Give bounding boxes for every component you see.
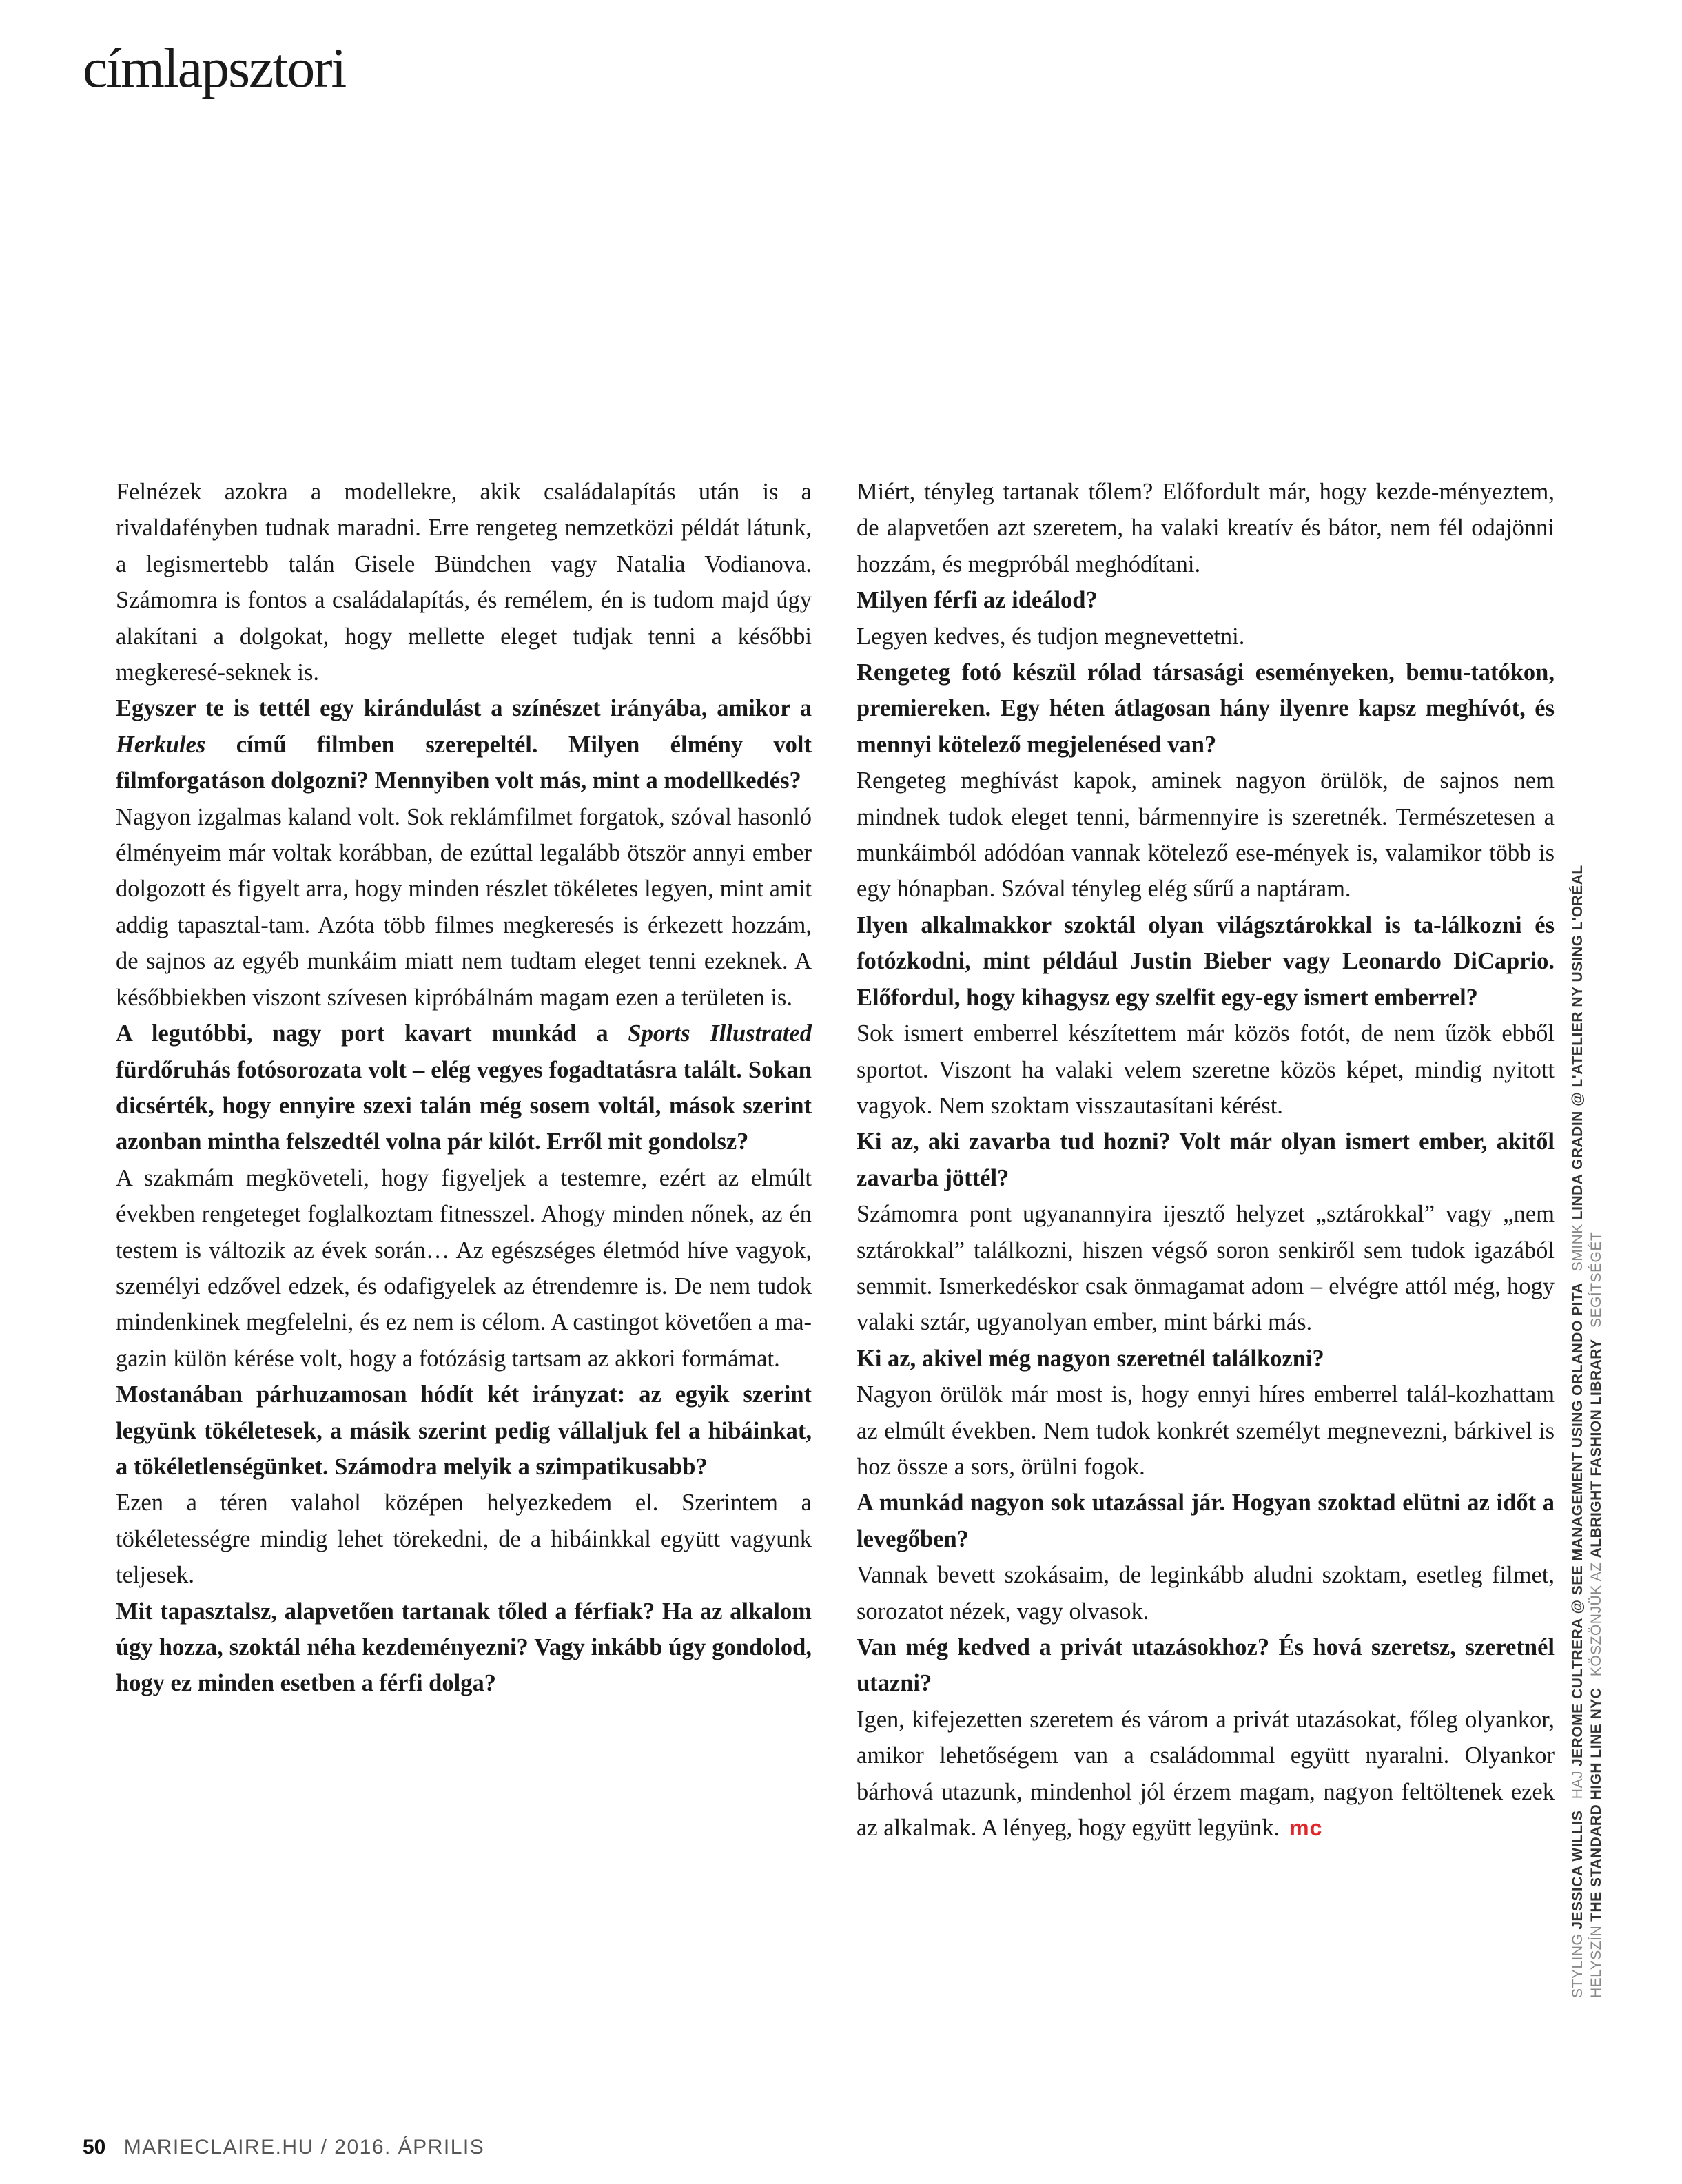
credit-name: LINDA GRADIN @ L'ATELIER NY USING L'ORÉAL (1570, 865, 1586, 1220)
credit-label: SEGÍTSÉGÉT (1588, 1231, 1604, 1328)
end-mark-logo: mc (1289, 1815, 1323, 1841)
question-paragraph: Egyszer te is tettél egy kirándulást a színészet irányába, amikor a Herkules című filmben szerepeltél. Milyen élmény volt filmforgatáson dolgozni? Mennyiben volt más, mint a modellkedés? (116, 695, 812, 794)
answer-paragraph: Legyen kedves, és tudjon megnevettetni. (857, 623, 1245, 650)
question-paragraph: A munkád nagyon sok utazással jár. Hogyan szoktad elütni az időt a levegőben? (857, 1490, 1555, 1552)
photo-credits (1568, 858, 1606, 1998)
answer-paragraph: Számomra pont ugyanannyira ijesztő helyzet „sztárokkal” vagy „nem sztárokkal” találkozni, hiszen végső soron senkiről sem tudok igazából semmit. Ismerkedéskor csak önmagamat adom – elvégre attól még, hogy valaki sztár, ugyanolyan ember, mint bárki más. (857, 1201, 1555, 1336)
left-column (116, 474, 812, 1702)
answer-paragraph: Nagyon örülök már most is, hogy ennyi híres emberrel talál-kozhattam az elmúlt években. Nem tudok konkrét személyt megnevezni, bárkivel is hoz össze a sors, örülni fogok. (857, 1381, 1555, 1480)
page-number: 50 (83, 2136, 106, 2159)
question-paragraph: A legutóbbi, nagy port kavart munkád a Sports Illustrated fürdőruhás fotósorozata volt – elég vegyes fogadtatásra talált. Sokan dicsérték, hogy ennyire szexi talán még sosem voltál, mások szerint azonban mintha felszedtél volna pár kilót. Erről mit gondolsz? (116, 1020, 812, 1155)
question-paragraph: Ilyen alkalmakkor szoktál olyan világsztárokkal is ta-lálkozni és fotózkodni, mint például Justin Bieber vagy Leonardo DiCaprio. Előfordul, hogy kihagysz egy szelfit egy-egy ismert emberrel? (857, 911, 1555, 1011)
answer-paragraph: Miért, tényleg tartanak tőlem? Előfordult már, hogy kezde-ményeztem, de alapvetően azt szeretem, ha valaki kreatív és bátor, nem fél odajönni hozzám, és megpróbál meghódítani. (857, 479, 1555, 577)
question-paragraph: Mit tapasztalsz, alapvetően tartanak tőled a férfiak? Ha az alkalom úgy hozza, szoktál néha kezdeményezni? Vagy inkább úgy gondolod, hogy ez minden esetben a férfi dolga? (116, 1598, 812, 1697)
answer-paragraph: Felnézek azokra a modellekre, akik családalapítás után is a rivaldafényben tudnak maradni. Erre rengeteg nemzetközi példát látunk, a legismertebb talán Gisele Bündchen vagy Natalia Vodianova. Számomra is fontos a családalapítás, és remélem, én is tudom majd úgy alakítani a dolgokat, hogy mellette eleget tudjak tenni a későbbi megkeresé-seknek is. (116, 479, 812, 686)
credit-label: STYLING (1570, 1933, 1586, 1998)
question-paragraph: Rengeteg fotó készül rólad társasági eseményeken, bemu-tatókon, premiereken. Egy héten átlagosan hány ilyenre kapsz meghívót, és mennyi kötelező megjelenésed van? (857, 659, 1555, 758)
credit-label: SMINK (1570, 1224, 1586, 1272)
answer-paragraph: Sok ismert emberrel készítettem már közös fotót, de nem űzök ebből sportot. Viszont ha valaki velem szeretne közös képet, mindig nyitott vagyok. Nem szoktam visszautasítani kérést. (857, 1020, 1555, 1119)
credit-name: THE STANDARD HIGH LINE NYC (1588, 1687, 1604, 1922)
credit-name: JESSICA WILLIS (1570, 1810, 1586, 1930)
credit-label: HELYSZÍN (1588, 1925, 1604, 1998)
credit-name: ALBRIGHT FASHION LIBRARY (1588, 1339, 1604, 1558)
question-paragraph: Van még kedved a privát utazásokhoz? És hová szeretsz, szeretnél utazni? (857, 1634, 1555, 1697)
answer-paragraph: Rengeteg meghívást kapok, aminek nagyon örülök, de sajnos nem mindnek tudok eleget tenni, bármennyire is szeretnék. Természetesen a munkáimból adódóan vannak kötelező ese-mények is, valamikor több is egy hónapban. Szóval tényleg elég sűrű a naptáram. (857, 768, 1555, 903)
publication-date: MARIECLAIRE.HU / 2016. ÁPRILIS (123, 2136, 485, 2159)
credit-label: KÖSZÖNJÜK AZ (1588, 1562, 1604, 1677)
film-title: Herkules (116, 731, 206, 758)
credits-line-1 (1568, 858, 1587, 1998)
answer-paragraph: Nagyon izgalmas kaland volt. Sok reklámfilmet forgatok, szóval hasonló élményeim már voltak korábban, de ezúttal legalább ötször annyi ember dolgozott és figyelt arra, hogy minden részlet tökéletes legyen, mint amit addig tapasztal-tam. Azóta több filmes megkeresés is érkezett hozzám, de sajnos az egyéb munkáim miatt nem tudtam eleget tenni ezeknek. A későbbiekben viszont szívesen kipróbálnám magam ezen a területen is. (116, 803, 812, 1011)
answer-paragraph: Ezen a téren valahol középen helyezkedem el. Szerintem a tökéletességre mindig lehet törekedni, de a hibáinkkal együtt vagyunk teljesek. (116, 1490, 812, 1589)
question-paragraph: Ki az, aki zavarba tud hozni? Volt már olyan ismert ember, akitől zavarba jöttél? (857, 1129, 1555, 1191)
question-paragraph: Milyen férfi az ideálod? (857, 587, 1098, 614)
question-paragraph: Mostanában párhuzamosan hódít két irányzat: az egyik szerint legyünk tökéletesek, a másik szerint pedig vállaljuk fel a hibáinkat, a tökéletlenségünket. Számodra melyik a szimpatikusabb? (116, 1381, 812, 1480)
magazine-title: Sports Illustrated (628, 1020, 812, 1047)
credit-label: HAJ (1570, 1771, 1586, 1800)
answer-paragraph: A szakmám megköveteli, hogy figyeljek a testemre, ezért az elmúlt években rengeteget foglalkoztam fitnesszel. Ahogy minden nőnek, az én testem is változik az évek során… Az egészséges életmód híve vagyok, személyi edzővel edzek, és odafigyelek az étrendemre is. De nem tudok mindenkinek megfelelni, és ez nem is célom. A castingot követően a ma-gazin külön kérése volt, hogy a fotózásig tartsam az akkori formámat. (116, 1164, 812, 1372)
answer-paragraph: Igen, kifejezetten szeretem és várom a privát utazásokat, főleg olyankor, amikor lehetőségem van a családommal együtt nyaralni. Olyankor bárhová utazunk, mindenhol jól érzem magam, nagyon feltöltenek ezek az alkalmak. A lényeg, hogy együtt legyünk. mc (857, 1706, 1555, 1842)
section-title: címlapsztori (83, 37, 346, 99)
right-column (857, 474, 1555, 1846)
credit-name: JEROME CULTRERA @ SEE MANAGEMENT USING ORLANDO PITA (1570, 1282, 1586, 1767)
answer-paragraph: Vannak bevett szokásaim, de leginkább aludni szoktam, esetleg filmet, sorozatot nézek, vagy olvasok. (857, 1562, 1555, 1625)
credits-line-2 (1587, 858, 1606, 1998)
page-footer (83, 2136, 484, 2159)
question-paragraph: Ki az, akivel még nagyon szeretnél találkozni? (857, 1345, 1324, 1372)
